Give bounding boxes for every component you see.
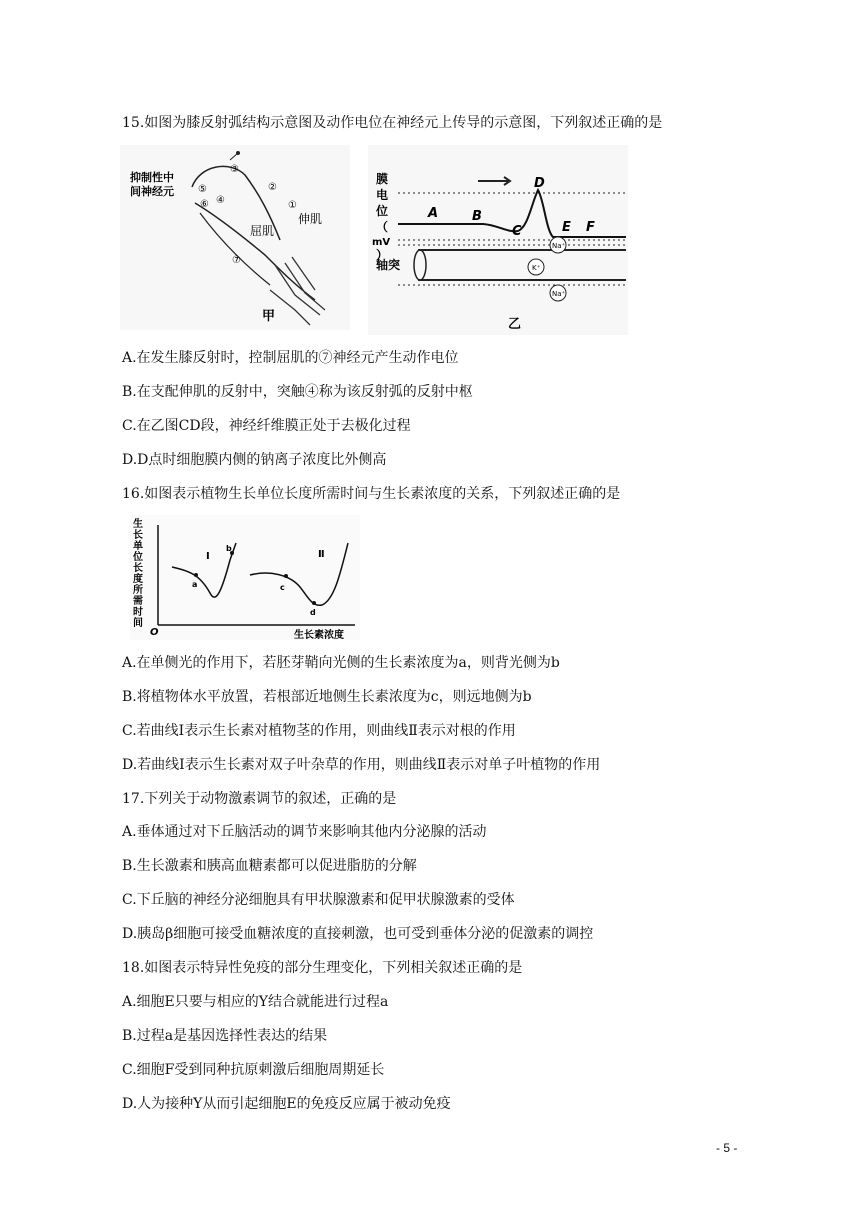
question-18-stem: 18.如图表示特异性免疫的部分生理变化，下列相关叙述正确的是 [122,960,523,976]
num-6: ⑥ [200,199,209,210]
xlabel: 生长素浓度 [294,630,344,640]
num-3: ③ [230,164,239,175]
q18-option-b: B.过程a是基因选择性表达的结果 [122,1028,328,1044]
origin-label: O [150,627,159,638]
point-a: a [192,580,198,589]
q17-option-d: D.胰岛β细胞可接受血糖浓度的直接刺激，也可受到垂体分泌的促激素的调控 [122,926,594,942]
ylabel-char-6: ） [376,248,389,262]
point-C: C [512,224,522,239]
page-number: - 5 - [716,1141,738,1155]
point-E: E [562,220,571,235]
point-F: F [586,220,595,235]
q18-option-d: D.人为接种Y从而引起细胞E的免疫反应属于被动免疫 [122,1096,451,1112]
q16-option-b: B.将植物体水平放置，若根部近地侧生长素浓度为c，则远地侧为b [122,689,532,705]
caption-jia: 甲 [262,309,276,324]
ylabel-unit: mV [372,237,391,248]
q15-option-c: C.在乙图CD段，神经纤维膜正处于去极化过程 [122,418,411,434]
question-17-stem: 17.下列关于动物激素调节的叙述，正确的是 [122,791,397,807]
ylabel-4: 位 [133,552,143,563]
ylabel-9: 时 [133,607,143,618]
point-A: A [428,206,439,221]
q18-option-a: A.细胞E只要与相应的Y结合就能进行过程a [122,994,389,1010]
point-B: B [472,209,482,224]
point-b: b [226,544,232,553]
ion-na-bottom: Na⁺ [552,290,566,298]
q15-option-b: B.在支配伸肌的反射中，突触④称为该反射弧的反射中枢 [122,384,473,400]
ylabel-char-1: 膜 [376,172,389,186]
ylabel-3: 单 [133,541,143,552]
ylabel-2: 长 [133,530,143,541]
curve-I-label: Ⅰ [206,551,210,562]
ylabel-char-4: （ [376,220,389,234]
interneuron-label-line1: 抑制性中 [130,171,174,184]
point-c: c [280,583,285,592]
ylabel-8: 需 [133,596,143,607]
q17-option-a: A.垂体通过对下丘脑活动的调节来影响其他内分泌腺的活动 [122,824,487,840]
ylabel-7: 所 [133,585,143,596]
knee-reflex-arc-diagram [120,145,350,330]
ylabel-10: 间 [133,618,143,629]
flexor-label: 屈肌 [250,224,275,238]
extensor-label: 伸肌 [298,212,323,226]
point-D: D [534,176,545,191]
ylabel-char-2: 电 [376,188,389,202]
num-4: ④ [216,195,225,206]
caption-yi: 乙 [508,317,522,332]
q18-option-c: C.细胞F受到同种抗原刺激后细胞周期延长 [122,1062,385,1078]
num-1: ① [288,200,297,211]
q17-option-b: B.生长激素和胰高血糖素都可以促进脂肪的分解 [122,858,417,874]
question-16-stem: 16.如图表示植物生长单位长度所需时间与生长素浓度的关系，下列叙述正确的是 [122,486,621,502]
ylabel-1: 生 [133,519,143,530]
auxin-growth-graph [130,515,360,640]
q17-option-c: C.下丘脑的神经分泌细胞具有甲状腺激素和促甲状腺激素的受体 [122,892,515,908]
q16-option-d: D.若曲线Ⅰ表示生长素对双子叶杂草的作用，则曲线Ⅱ表示对单子叶植物的作用 [122,757,601,773]
ion-k: K⁺ [532,264,541,272]
action-potential-diagram [368,145,628,335]
q15-option-d: D.D点时细胞膜内侧的钠离子浓度比外侧高 [122,452,387,468]
num-7: ⑦ [232,255,241,266]
curve-II-label: Ⅱ [318,549,325,560]
q15-option-a: A.在发生膝反射时，控制屈肌的⑦神经元产生动作电位 [122,350,459,366]
ylabel-5: 长 [133,563,143,574]
point-d: d [310,608,316,617]
ylabel-6: 度 [133,574,143,585]
q16-option-c: C.若曲线Ⅰ表示生长素对植物茎的作用，则曲线Ⅱ表示对根的作用 [122,723,516,739]
axon-label: 轴突 [376,258,401,272]
ion-na-top: Na⁺ [552,242,566,250]
num-2: ② [268,182,277,193]
ylabel-char-3: 位 [376,204,389,218]
question-15-stem: 15.如图为膝反射弧结构示意图及动作电位在神经元上传导的示意图，下列叙述正确的是 [122,115,663,131]
q16-option-a: A.在单侧光的作用下，若胚芽鞘向光侧的生长素浓度为a，则背光侧为b [122,655,560,671]
num-5: ⑤ [198,184,207,195]
interneuron-label-line2: 间神经元 [130,185,174,198]
